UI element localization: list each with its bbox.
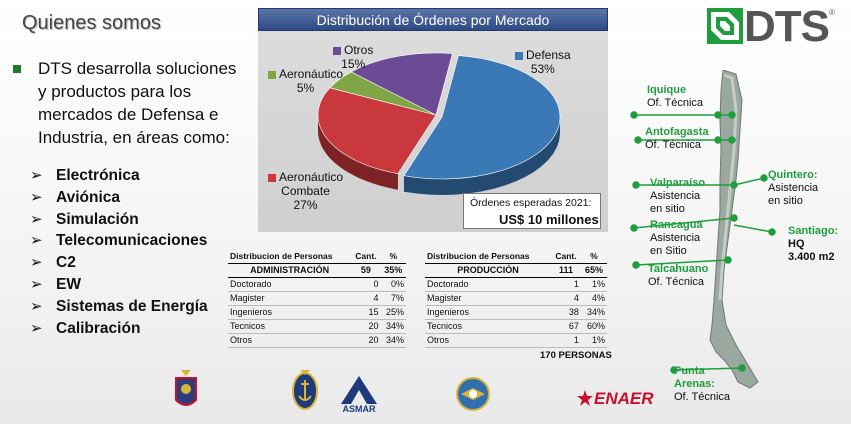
- legend-swatch: [333, 47, 341, 55]
- areas-list: [30, 165, 208, 339]
- slice-name: Aeronáutico: [279, 67, 344, 81]
- cell: Tecnicos: [228, 320, 351, 334]
- cell: 34%: [581, 306, 607, 320]
- city-name: Santiago:: [788, 225, 839, 237]
- table-row: [425, 334, 607, 348]
- city-desc: Of. Técnica: [674, 391, 731, 403]
- city-desc: Asistencia: [650, 190, 701, 202]
- army-crest-icon: [172, 368, 200, 412]
- legend-swatch: [515, 52, 523, 60]
- map-label-santiago: [788, 225, 838, 264]
- table-row: [228, 306, 406, 320]
- city-desc: Asistencia: [768, 182, 819, 194]
- city-name: Talcahuano: [648, 263, 709, 275]
- map-label-rancagua: [650, 219, 703, 258]
- cell: Doctorado: [228, 278, 351, 292]
- arrow-bullet-icon: ➢: [30, 319, 43, 337]
- cell: 1%: [581, 334, 607, 348]
- cell: 20: [351, 334, 380, 348]
- slice-label-aero-combate: [268, 170, 343, 212]
- city-name: Rancagua: [650, 219, 703, 231]
- area-label: Electrónica: [56, 167, 140, 184]
- orders-label: Órdenes esperadas 2021:: [470, 197, 592, 209]
- cell: 4%: [581, 292, 607, 306]
- cell: Doctorado: [425, 278, 551, 292]
- table-row: [425, 278, 607, 292]
- city-desc: Of. Técnica: [645, 139, 702, 151]
- city-desc: Of. Técnica: [648, 276, 705, 288]
- total-people: 170 PERSONAS: [540, 350, 612, 361]
- city-name: Antofagasta: [645, 126, 709, 138]
- dts-logo-text: DTS: [744, 2, 829, 51]
- slice-label-defensa: [515, 48, 571, 76]
- arrow-bullet-icon: ➢: [30, 210, 43, 228]
- cell: 34%: [381, 334, 407, 348]
- cell: 1: [551, 334, 581, 348]
- cell: Ingenieros: [228, 306, 351, 320]
- map-label-talcahuano: [648, 263, 708, 289]
- table-row: [228, 320, 406, 334]
- cell: Ingenieros: [425, 306, 551, 320]
- map-label-iquique: [647, 84, 703, 110]
- table-row: [425, 320, 607, 334]
- city-name: Arenas:: [674, 378, 715, 390]
- city-name: Valparaíso: [650, 177, 706, 189]
- area-item: [30, 209, 208, 231]
- table-row: [425, 306, 607, 320]
- cell: 7%: [381, 292, 407, 306]
- arrow-bullet-icon: ➢: [30, 167, 43, 184]
- table-header: Cant.: [551, 250, 581, 264]
- table-row: [228, 334, 406, 348]
- group-name: PRODUCCIÓN: [425, 264, 551, 278]
- slice-label-otros: [333, 43, 373, 71]
- table-header: Distribucion de Personas: [228, 250, 351, 264]
- map-label-quintero: [768, 169, 818, 208]
- intro-text: DTS desarrolla soluciones y productos para los mercados de Defensa e Industria, en áreas como:: [38, 59, 237, 147]
- admin-table: [228, 250, 406, 348]
- cell: 1: [551, 278, 581, 292]
- area-label: Calibración: [56, 319, 141, 337]
- area-label: Telecomunicaciones: [56, 232, 208, 250]
- arrow-bullet-icon: ➢: [30, 254, 43, 272]
- chart-title: Distribución de Órdenes por Mercado: [258, 8, 608, 31]
- slice-pct: 5%: [296, 81, 315, 95]
- slice-name: Defensa: [526, 48, 571, 62]
- area-item: [30, 296, 208, 318]
- group-cant: 111: [551, 264, 581, 278]
- area-item: [30, 187, 208, 209]
- area-label: Simulación: [56, 210, 139, 228]
- dts-logo-mark-icon: [707, 8, 743, 44]
- cell: 0%: [381, 278, 407, 292]
- table-header: Cant.: [351, 250, 380, 264]
- enaer-logo-text: ENAER: [594, 389, 654, 408]
- city-desc: en sitio: [768, 195, 803, 207]
- slice-name: Otros: [344, 43, 374, 57]
- area-item: [30, 318, 208, 340]
- navy-crest-icon: [290, 366, 320, 416]
- cell: Otros: [228, 334, 351, 348]
- group-pct: 35%: [381, 264, 407, 278]
- table-row: [228, 292, 406, 306]
- map-label-punta-arenas: [674, 365, 730, 404]
- cell: 4: [351, 292, 380, 306]
- city-desc: Of. Técnica: [647, 97, 704, 109]
- slice-name: Aeronáutico: [279, 170, 344, 184]
- city-name: Iquique: [647, 84, 687, 96]
- orders-value: US$ 10 millones: [499, 212, 599, 227]
- slice-pct: 15%: [341, 57, 366, 71]
- area-item: [30, 252, 208, 274]
- city-name: Quintero:: [768, 169, 818, 181]
- legend-swatch: [268, 174, 276, 182]
- area-label: Aviónica: [56, 188, 121, 206]
- arrow-bullet-icon: ➢: [30, 232, 43, 250]
- cell: Otros: [425, 334, 551, 348]
- air-force-crest-icon: [455, 374, 491, 414]
- map-label-valparaiso: [650, 177, 705, 216]
- area-label: C2: [56, 254, 76, 272]
- legend-swatch: [268, 71, 276, 79]
- table-header: Distribucion de Personas: [425, 250, 551, 264]
- area-item: [30, 230, 208, 252]
- area-item: [30, 165, 208, 187]
- table-header: %: [381, 250, 407, 264]
- asmar-text: ASMAR: [342, 404, 376, 414]
- cell: 38: [551, 306, 581, 320]
- table-row: [425, 292, 607, 306]
- area-label: EW: [56, 275, 81, 293]
- city-desc: HQ: [788, 238, 805, 250]
- cell: 34%: [381, 320, 407, 334]
- cell: Magister: [228, 292, 351, 306]
- city-desc: Asistencia: [650, 232, 701, 244]
- group-name: ADMINISTRACIÓN: [228, 264, 351, 278]
- city-desc: 3.400 m2: [788, 251, 835, 263]
- cell: 60%: [581, 320, 607, 334]
- city-desc: en sitio: [650, 203, 685, 215]
- slice-label-aeronautico: [268, 67, 343, 95]
- city-desc: en Sitio: [650, 245, 687, 257]
- cell: 67: [551, 320, 581, 334]
- group-cant: 59: [351, 264, 380, 278]
- cell: 25%: [381, 306, 407, 320]
- slice-pct: 53%: [530, 62, 555, 76]
- arrow-bullet-icon: ➢: [30, 297, 43, 315]
- slice-name: Combate: [281, 184, 330, 198]
- cell: 15: [351, 306, 380, 320]
- registered-mark: ®: [829, 8, 835, 17]
- slide-title: Quienes somos: [22, 12, 161, 34]
- cell: Tecnicos: [425, 320, 551, 334]
- bullet-square-icon: [13, 65, 21, 73]
- area-label: Sistemas de Energía: [56, 297, 208, 315]
- arrow-bullet-icon: ➢: [30, 275, 43, 293]
- slice-pct: 27%: [293, 198, 318, 212]
- enaer-star-icon: [577, 390, 593, 406]
- cell: 1%: [581, 278, 607, 292]
- map-label-antofagasta: [645, 126, 709, 152]
- table-header: %: [581, 250, 607, 264]
- asmar-logo-icon: [337, 374, 381, 414]
- group-pct: 65%: [581, 264, 607, 278]
- city-name: Punta: [674, 365, 705, 377]
- area-item: [30, 274, 208, 296]
- prod-table: [425, 250, 607, 348]
- arrow-bullet-icon: ➢: [30, 188, 43, 206]
- cell: 20: [351, 320, 380, 334]
- cell: Magister: [425, 292, 551, 306]
- table-row: [228, 278, 406, 292]
- cell: 0: [351, 278, 380, 292]
- cell: 4: [551, 292, 581, 306]
